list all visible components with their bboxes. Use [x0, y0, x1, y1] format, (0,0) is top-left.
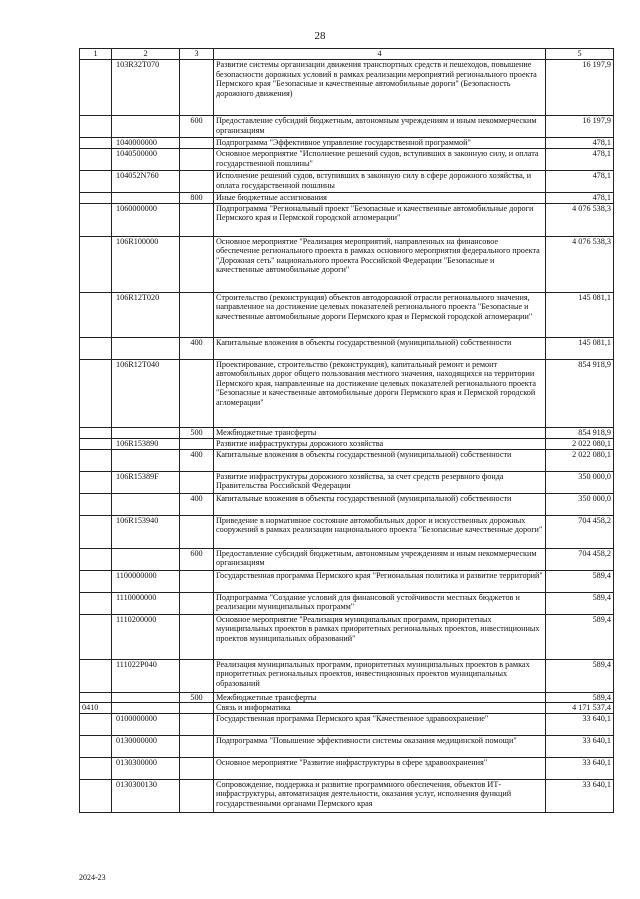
section-code-cell [80, 193, 112, 204]
table-row [80, 60, 614, 116]
table-row [80, 438, 614, 449]
expense-type-cell [180, 149, 214, 171]
item-name-cell: Капитальные вложения в объекты государственной (муниципальной) собственности [214, 449, 546, 471]
amount-cell: 350 000,0 [546, 493, 614, 515]
target-code-cell: 103R32T070 [112, 60, 180, 116]
item-name-cell: Основное мероприятие "Развитие инфраструктуры в сфере здравоохранения" [214, 757, 546, 779]
expense-type-cell [180, 570, 214, 592]
table-row [80, 359, 614, 427]
item-name-cell: Подпрограмма "Создание условий для финансовой устойчивости местных бюджетов и реализации муниципальных программ" [214, 592, 546, 614]
amount-cell: 2 022 080,1 [546, 449, 614, 471]
table-row [80, 614, 614, 659]
amount-cell: 4 171 537,4 [546, 703, 614, 714]
expense-type-cell [180, 614, 214, 659]
section-code-cell [80, 359, 112, 427]
expense-type-cell: 400 [180, 449, 214, 471]
target-code-cell: 106R153890 [112, 438, 180, 449]
table-row [80, 236, 614, 292]
target-code-cell: 1100000000 [112, 570, 180, 592]
amount-cell: 478,1 [546, 138, 614, 149]
item-name-cell: Подпрограмма "Повышение эффективности системы оказания медицинской помощи" [214, 735, 546, 757]
table-header-row [80, 49, 614, 60]
target-code-cell: 111022P040 [112, 659, 180, 692]
item-name-cell: Иные бюджетные ассигнования [214, 193, 546, 204]
section-code-cell [80, 337, 112, 359]
table-row [80, 471, 614, 493]
section-code-cell [80, 292, 112, 337]
section-code-cell [80, 116, 112, 138]
table-row [80, 292, 614, 337]
table-row [80, 337, 614, 359]
amount-cell: 4 076 538,3 [546, 236, 614, 292]
target-code-cell [112, 116, 180, 138]
expense-type-cell [180, 438, 214, 449]
table-row [80, 570, 614, 592]
expense-type-cell [180, 359, 214, 427]
expense-type-cell [180, 703, 214, 714]
expense-type-cell: 500 [180, 692, 214, 703]
item-name-cell: Реализация муниципальных программ, приоритетных муниципальных проектов в рамках приоритетных региональных проектов, инвестиционных проектов муниципальных образований [214, 659, 546, 692]
table-row [80, 427, 614, 438]
target-code-cell: 0130300130 [112, 779, 180, 812]
section-code-cell: 0410 [80, 703, 112, 714]
target-code-cell: 104052N760 [112, 171, 180, 193]
expense-type-cell [180, 659, 214, 692]
item-name-cell: Подпрограмма "Эффективное управление государственной программой" [214, 138, 546, 149]
header-cell: 1 [80, 49, 112, 60]
table-row [80, 116, 614, 138]
amount-cell: 2 022 080,1 [546, 438, 614, 449]
section-code-cell [80, 138, 112, 149]
item-name-cell: Связь и информатика [214, 703, 546, 714]
section-code-cell [80, 779, 112, 812]
item-name-cell: Основное мероприятие "Реализация мероприятий, направленных на финансовое обеспечение регионального проекта в рамках основного мероприятия федерального проекта "Дорожная сеть" национального проекта Российской Федерации "Безопасные и качественные автомобильные дороги" [214, 236, 546, 292]
table-row [80, 592, 614, 614]
item-name-cell: Капитальные вложения в объекты государственной (муниципальной) собственности [214, 337, 546, 359]
item-name-cell: Межбюджетные трансферты [214, 427, 546, 438]
target-code-cell: 0130000000 [112, 735, 180, 757]
header-cell: 3 [180, 49, 214, 60]
table-row [80, 548, 614, 570]
header-cell: 5 [546, 49, 614, 60]
amount-cell: 589,4 [546, 570, 614, 592]
expense-type-cell [180, 735, 214, 757]
item-name-cell: Проектирование, строительство (реконструкция), капитальный ремонт и ремонт автомобильных дорог общего пользования местного значения, находящихся на территории Пермского края, направленные на достижение целевых показателей регионального проекта "Безопасные и качественные автомобильные дороги Пермского края и Пермской городской агломерации" [214, 359, 546, 427]
item-name-cell: Подпрограмма "Региональный проект "Безопасные и качественные автомобильные дороги Пермского края и Пермской городской агломерации" [214, 203, 546, 236]
target-code-cell [112, 548, 180, 570]
item-name-cell: Строительство (реконструкция) объектов автодорожной отрасли регионального значения, направленное на достижение целевых показателей регионального проекта "Безопасные и качественные автомобильные дороги Пермского края и Пермской городской агломерации" [214, 292, 546, 337]
target-code-cell: 106R100000 [112, 236, 180, 292]
item-name-cell: Исполнение решений судов, вступивших в законную силу в сфере дорожного хозяйства, и оплата государственной пошлины [214, 171, 546, 193]
expense-type-cell: 600 [180, 116, 214, 138]
section-code-cell [80, 149, 112, 171]
amount-cell: 478,1 [546, 171, 614, 193]
section-code-cell [80, 515, 112, 548]
target-code-cell [112, 493, 180, 515]
section-code-cell [80, 471, 112, 493]
amount-cell: 33 640,1 [546, 757, 614, 779]
section-code-cell [80, 203, 112, 236]
target-code-cell: 106R12T040 [112, 359, 180, 427]
section-code-cell [80, 493, 112, 515]
table-row [80, 713, 614, 735]
target-code-cell [112, 692, 180, 703]
section-code-cell [80, 548, 112, 570]
table-row [80, 779, 614, 812]
section-code-cell [80, 757, 112, 779]
table-row [80, 735, 614, 757]
amount-cell: 145 081,1 [546, 337, 614, 359]
expense-type-cell [180, 171, 214, 193]
section-code-cell [80, 236, 112, 292]
footer-document-code: 2024-23 [79, 873, 106, 882]
amount-cell: 478,1 [546, 193, 614, 204]
target-code-cell [112, 427, 180, 438]
table-row [80, 149, 614, 171]
table-row [80, 703, 614, 714]
section-code-cell [80, 692, 112, 703]
item-name-cell: Основное мероприятие "Исполнение решений судов, вступивших в законную силу, и оплата государственной пошлины" [214, 149, 546, 171]
amount-cell: 704 458,2 [546, 515, 614, 548]
amount-cell: 16 197,9 [546, 116, 614, 138]
item-name-cell: Развитие системы организации движения транспортных средств и пешеходов, повышение безопасности дорожных условий в рамках реализации мероприятий регионального проекта Пермского края "Безопасные и качественные автомобильные дороги" (Безопасность дорожного движения) [214, 60, 546, 116]
table-row [80, 757, 614, 779]
expense-type-cell [180, 236, 214, 292]
table-row [80, 692, 614, 703]
table-row [80, 138, 614, 149]
item-name-cell: Сопровождение, поддержка и развитие программного обеспечения, объектов ИТ-инфраструктуры, автоматизация деятельности, оказания услуг, исполнения функций государственными органами Пермского края [214, 779, 546, 812]
target-code-cell: 106R15389F [112, 471, 180, 493]
section-code-cell [80, 614, 112, 659]
target-code-cell [112, 449, 180, 471]
amount-cell: 4 076 538,3 [546, 203, 614, 236]
amount-cell: 854 918,9 [546, 359, 614, 427]
table-row [80, 203, 614, 236]
header-cell: 4 [214, 49, 546, 60]
expense-type-cell [180, 779, 214, 812]
section-code-cell [80, 570, 112, 592]
amount-cell: 854 918,9 [546, 427, 614, 438]
item-name-cell: Основное мероприятие "Реализация муниципальных программ, приоритетных муниципальных проектов в рамках приоритетных региональных проектов, инвестиционных проектов муниципальных образований" [214, 614, 546, 659]
expense-type-cell: 400 [180, 493, 214, 515]
expense-type-cell: 500 [180, 427, 214, 438]
table-row [80, 449, 614, 471]
budget-table [79, 48, 614, 813]
expense-type-cell [180, 138, 214, 149]
item-name-cell: Приведение в нормативное состояние автомобильных дорог и искусственных дорожных сооружений в рамках реализации национального проекта "Безопасные качественные дороги" [214, 515, 546, 548]
amount-cell: 33 640,1 [546, 713, 614, 735]
target-code-cell: 1110200000 [112, 614, 180, 659]
item-name-cell: Капитальные вложения в объекты государственной (муниципальной) собственности [214, 493, 546, 515]
amount-cell: 478,1 [546, 149, 614, 171]
expense-type-cell: 800 [180, 193, 214, 204]
amount-cell: 145 081,1 [546, 292, 614, 337]
target-code-cell [112, 337, 180, 359]
item-name-cell: Предоставление субсидий бюджетным, автономным учреждениям и иным некоммерческим организациям [214, 548, 546, 570]
section-code-cell [80, 60, 112, 116]
target-code-cell: 1040000000 [112, 138, 180, 149]
target-code-cell [112, 703, 180, 714]
table-row [80, 515, 614, 548]
section-code-cell [80, 438, 112, 449]
expense-type-cell [180, 757, 214, 779]
expense-type-cell [180, 60, 214, 116]
target-code-cell: 1040500000 [112, 149, 180, 171]
item-name-cell: Развитие инфраструктуры дорожного хозяйства, за счет средств резервного фонда Правительства Российской Федерации [214, 471, 546, 493]
item-name-cell: Межбюджетные трансферты [214, 692, 546, 703]
expense-type-cell [180, 471, 214, 493]
target-code-cell: 0100000000 [112, 713, 180, 735]
amount-cell: 704 458,2 [546, 548, 614, 570]
item-name-cell: Предоставление субсидий бюджетным, автономным учреждениям и иным некоммерческим организациям [214, 116, 546, 138]
amount-cell: 589,4 [546, 659, 614, 692]
target-code-cell [112, 193, 180, 204]
target-code-cell: 1110000000 [112, 592, 180, 614]
item-name-cell: Развитие инфраструктуры дорожного хозяйства [214, 438, 546, 449]
expense-type-cell [180, 592, 214, 614]
amount-cell: 589,4 [546, 692, 614, 703]
expense-type-cell: 400 [180, 337, 214, 359]
expense-type-cell [180, 713, 214, 735]
section-code-cell [80, 659, 112, 692]
table-row [80, 193, 614, 204]
expense-type-cell [180, 515, 214, 548]
table-row [80, 659, 614, 692]
table-row [80, 171, 614, 193]
expense-type-cell [180, 203, 214, 236]
amount-cell: 33 640,1 [546, 735, 614, 757]
target-code-cell: 1060000000 [112, 203, 180, 236]
amount-cell: 33 640,1 [546, 779, 614, 812]
expense-type-cell [180, 292, 214, 337]
target-code-cell: 0130300000 [112, 757, 180, 779]
table-row [80, 493, 614, 515]
section-code-cell [80, 449, 112, 471]
target-code-cell: 106R153940 [112, 515, 180, 548]
section-code-cell [80, 171, 112, 193]
section-code-cell [80, 735, 112, 757]
header-cell: 2 [112, 49, 180, 60]
amount-cell: 16 197,9 [546, 60, 614, 116]
section-code-cell [80, 592, 112, 614]
section-code-cell [80, 427, 112, 438]
table-body [80, 60, 614, 813]
target-code-cell: 106R12T020 [112, 292, 180, 337]
section-code-cell [80, 713, 112, 735]
page-number: 28 [314, 30, 326, 42]
expense-type-cell: 600 [180, 548, 214, 570]
amount-cell: 589,4 [546, 592, 614, 614]
amount-cell: 589,4 [546, 614, 614, 659]
item-name-cell: Государственная программа Пермского края "Качественное здравоохранение" [214, 713, 546, 735]
item-name-cell: Государственная программа Пермского края "Региональная политика и развитие территорий" [214, 570, 546, 592]
amount-cell: 350 000,0 [546, 471, 614, 493]
